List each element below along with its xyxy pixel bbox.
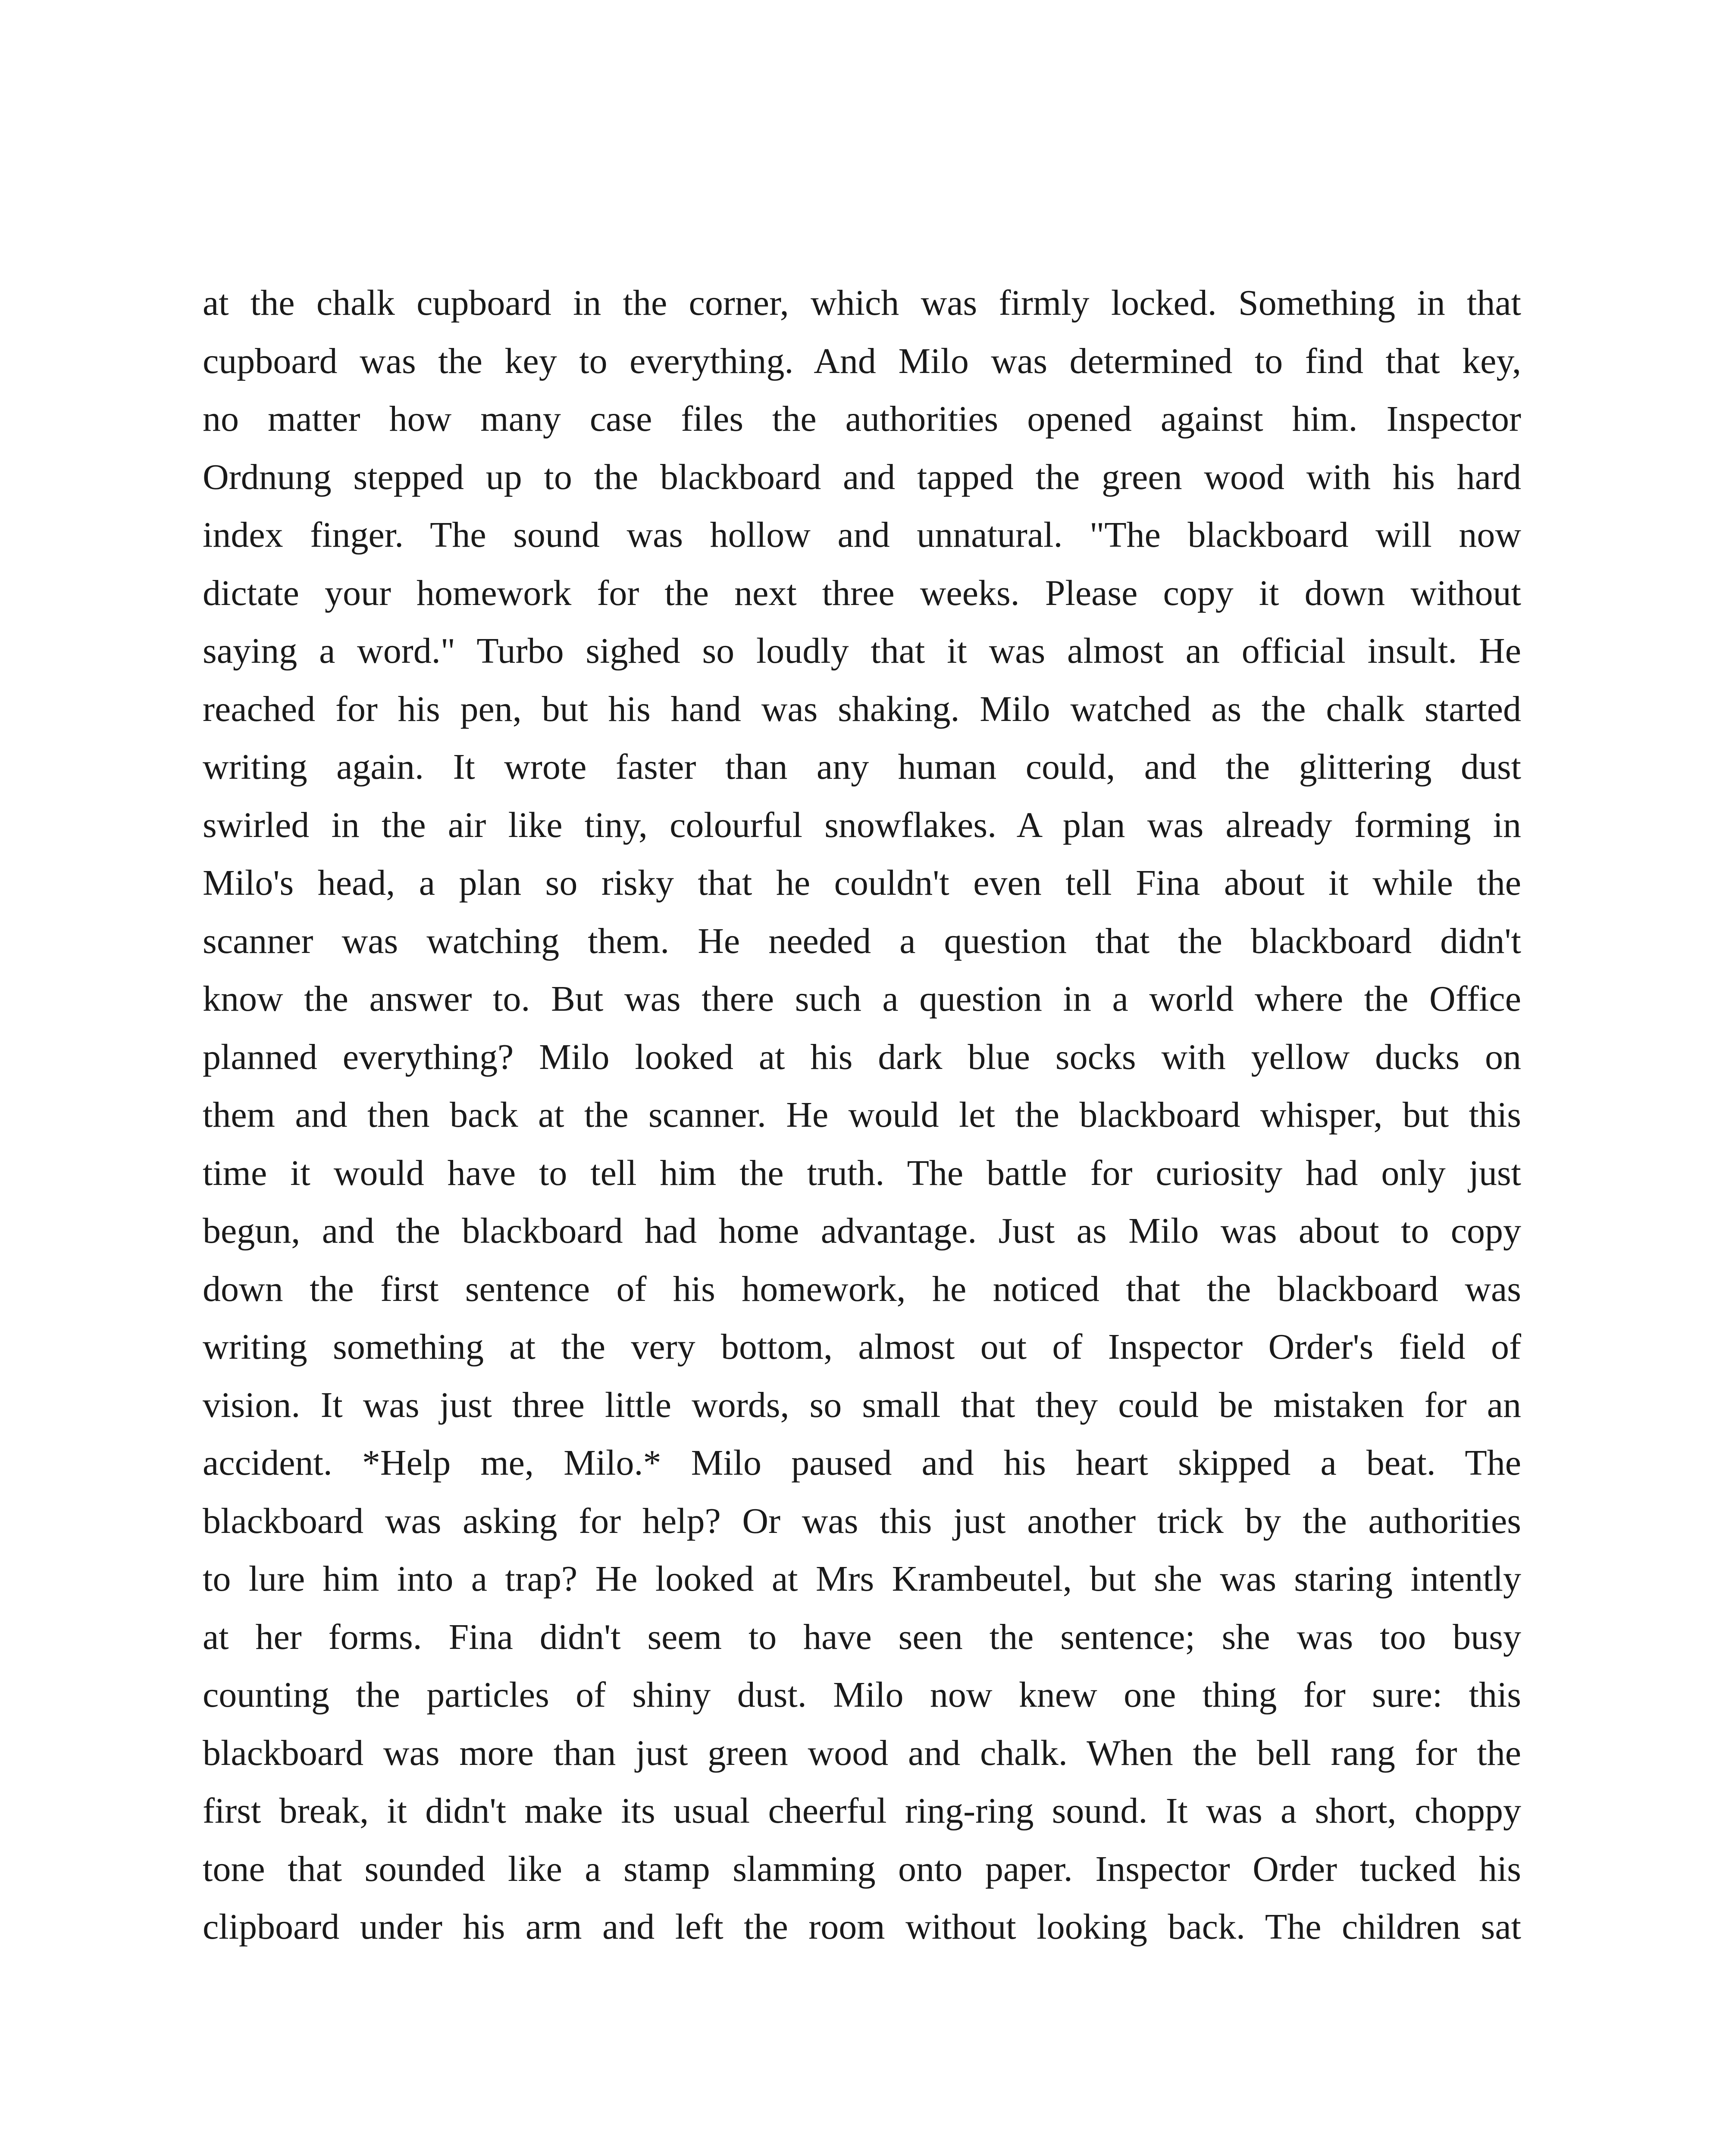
text-line: tone that sounded like a stamp slamming onto paper. Inspector Order tucked his xyxy=(203,1849,1521,1889)
text-line: writing again. It wrote faster than any human could, and the glittering dust xyxy=(203,747,1521,787)
text-line: them and then back at the scanner. He would let the blackboard whisper, but this xyxy=(203,1095,1521,1135)
text-line: scanner was watching them. He needed a question that the blackboard didn't xyxy=(203,921,1521,961)
text-line: reached for his pen, but his hand was shaking. Milo watched as the chalk started xyxy=(203,689,1521,729)
text-line: writing something at the very bottom, almost out of Inspector Order's field of xyxy=(203,1327,1521,1367)
text-line: know the answer to. But was there such a question in a world where the Office xyxy=(203,979,1521,1019)
text-line: begun, and the blackboard had home advantage. Just as Milo was about to copy xyxy=(203,1211,1521,1251)
text-line: counting the particles of shiny dust. Milo now knew one thing for sure: this xyxy=(203,1675,1521,1715)
text-line: no matter how many case files the authorities opened against him. Inspector xyxy=(203,399,1521,439)
text-line: cupboard was the key to everything. And Milo was determined to find that key, xyxy=(203,341,1521,381)
text-line: blackboard was more than just green wood and chalk. When the bell rang for the xyxy=(203,1733,1521,1773)
text-line: time it would have to tell him the truth. The battle for curiosity had only just xyxy=(203,1153,1521,1193)
text-line: planned everything? Milo looked at his dark blue socks with yellow ducks on xyxy=(203,1037,1521,1077)
text-line: at the chalk cupboard in the corner, which was firmly locked. Something in that xyxy=(203,283,1521,323)
text-line: at her forms. Fina didn't seem to have seen the sentence; she was too busy xyxy=(203,1617,1521,1657)
text-line: first break, it didn't make its usual cheerful ring-ring sound. It was a short, choppy xyxy=(203,1791,1521,1831)
text-line: vision. It was just three little words, so small that they could be mistaken for an xyxy=(203,1385,1521,1425)
text-line: saying a word." Turbo sighed so loudly that it was almost an official insult. He xyxy=(203,631,1521,671)
text-line: clipboard under his arm and left the room without looking back. The children sat xyxy=(203,1907,1521,1947)
text-line: Milo's head, a plan so risky that he couldn't even tell Fina about it while the xyxy=(203,863,1521,903)
text-line: blackboard was asking for help? Or was this just another trick by the authorities xyxy=(203,1501,1521,1541)
text-line: dictate your homework for the next three weeks. Please copy it down without xyxy=(203,573,1521,613)
text-line: index finger. The sound was hollow and unnatural. "The blackboard will now xyxy=(203,515,1521,555)
text-line: swirled in the air like tiny, colourful snowflakes. A plan was already forming in xyxy=(203,805,1521,845)
text-line: Ordnung stepped up to the blackboard and tapped the green wood with his hard xyxy=(203,457,1521,497)
body-text xyxy=(203,274,1521,1956)
text-line: to lure him into a trap? He looked at Mrs Krambeutel, but she was staring intently xyxy=(203,1559,1521,1599)
text-line: down the first sentence of his homework, he noticed that the blackboard was xyxy=(203,1269,1521,1309)
text-line: accident. *Help me, Milo.* Milo paused and his heart skipped a beat. The xyxy=(203,1443,1521,1483)
